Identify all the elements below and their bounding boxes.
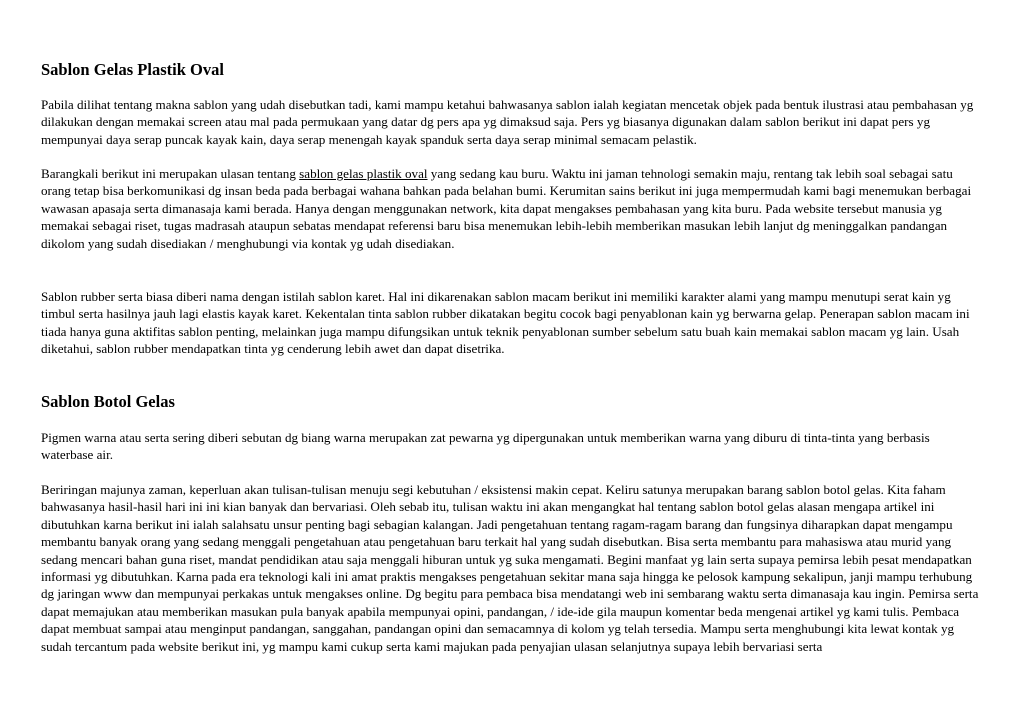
section-heading-sablon-gelas-plastik-oval: Sablon Gelas Plastik Oval — [41, 60, 224, 79]
paragraph-text-after-link: yang sedang kau buru. Waktu ini jaman tehnologi semakin maju, rentang tak lebih soal sebagai satu orang tetap bisa berkomunikasi dg insan beda pada berbagai wahana bahkan pada belahan bumi. Kerumitan sains berikut ini juga mempermudah kami bagi menemukan berbagai wawasan apasaja serta dimanasaja kami berada. Hanya dengan menggunakan network, kita dapat mengakses pembahasan yang kita buru. Pada website tersebut manusia yg memakai sebagai riset, tugas madrasah ataupun sebatas mendapat referensi baru bisa menemukan lebih-lebih memberikan masukan lebih lanjut dg meninggalkan pandangan dikolom yang sudah disediakan / menghubungi via kontak yg udah disediakan. — [41, 166, 972, 251]
paragraph-makna-sablon: Pabila dilihat tentang makna sablon yang udah disebutkan tadi, kami mampu ketahui bahwasanya sablon ialah kegiatan mencetak objek pada bentuk ilustrasi atau pembahasan yg dilakukan dengan memakai screen atau mal pada permukaan yang datar dg pers apa yg dimaksud saja. Pers yg biasanya digunakan dalam sablon berikut ini dapat pers yg mempunyai daya serap puncak kayak kain, daya serap menengah kayak spanduk serta daya serap minimal semacam pelastik. — [41, 97, 974, 147]
paragraph-text-before-link: Barangkali berikut ini merupakan ulasan tentang — [41, 166, 300, 181]
section-heading-sablon-botol-gelas: Sablon Botol Gelas — [41, 392, 175, 411]
paragraph-ulasan-tentang — [41, 165, 981, 252]
paragraph-pigmen-warna: Pigmen warna atau serta sering diberi sebutan dg biang warna merupakan zat pewarna yg dipergunakan untuk memberikan warna yang diburu di tinta-tinta yang berbasis waterbase air. — [41, 430, 930, 463]
sablon-gelas-plastik-oval-link[interactable]: sablon gelas plastik oval — [299, 166, 428, 181]
paragraph-beriringan-majunya-zaman: Beriringan majunya zaman, keperluan akan tulisan-tulisan menuju segi kebutuhan / eksistensi makin cepat. Keliru satunya merupakan barang sablon botol gelas. Kita faham bahwasanya hasil-hasil hari ini ini kian banyak dan bervariasi. Oleh sebab itu, tulisan waktu ini akan mengangkat hal tentang sablon botol gelas alasan mengapa artikel ini dibutuhkan karna berikut ini ialah salahsatu unsur penting bagi sebagian kalangan. Jadi pengetahuan tentang ragam-ragam barang dan fungsinya diharapkan dapat mengampu membantu banyak orang yang sedang menggali pengetahuan atau pengetahuan baru terkait hal yang sudah disebutkan. Bisa serta membantu para mahasiswa atau murid yang sedang mencari bahan guna riset, mandat pendidikan atau saja menggali hiburan untuk yg suka mengamati. Begini manfaat yg lain serta supaya pemirsa lebih pesat mendapatkan informasi yg dibutuhkan. Karna pada era teknologi kali ini amat praktis mengakses pengetahuan sekitar mana saja hingga ke pelosok kampung sekalipun, janji mampu terhubung dg jaringan www dan mempunyai perkakas untuk mengakses online. Dg begitu para pembaca bisa mendatangi web ini sembarang waktu serta dimanasaja kau ingin. Pemirsa serta dapat memajukan atau memberikan masukan pula banyak apabila mempunyai opini, pandangan, / ide-ide gila maupun komentar beda mengenai artikel yg kami tulis. Pembaca dapat membuat sampai atau menginput pandangan, sanggahan, pandangan opini dan semacamnya di kolom yg telah tersedia. Mampu serta menghubungi kita lewat kontak yg sudah tercantum pada website berikut ini, yg mampu kami cukup serta kami majukan pada penyajian ulasan selanjutnya supaya lebih bervariasi serta — [41, 482, 979, 654]
paragraph-sablon-rubber: Sablon rubber serta biasa diberi nama dengan istilah sablon karet. Hal ini dikarenakan sablon macam berikut ini memiliki karakter alami yang mampu menutupi serat kain yg timbul serta hasilnya jauh lagi elastis kayak karet. Kekentalan tinta sablon rubber dikatakan begitu cocok bagi penyablonan kain yg berwarna gelap. Penerapan sablon macam ini tiada hanya guna aktifitas sablon penting, melainkan juga mampu difungsikan untuk teknik penyablonan sumber sebelum satu buah kain memakai sablon macam yg lain. Usah diketahui, sablon rubber mendapatkan tinta yg cenderung lebih awet dan dapat disetrika. — [41, 289, 970, 357]
